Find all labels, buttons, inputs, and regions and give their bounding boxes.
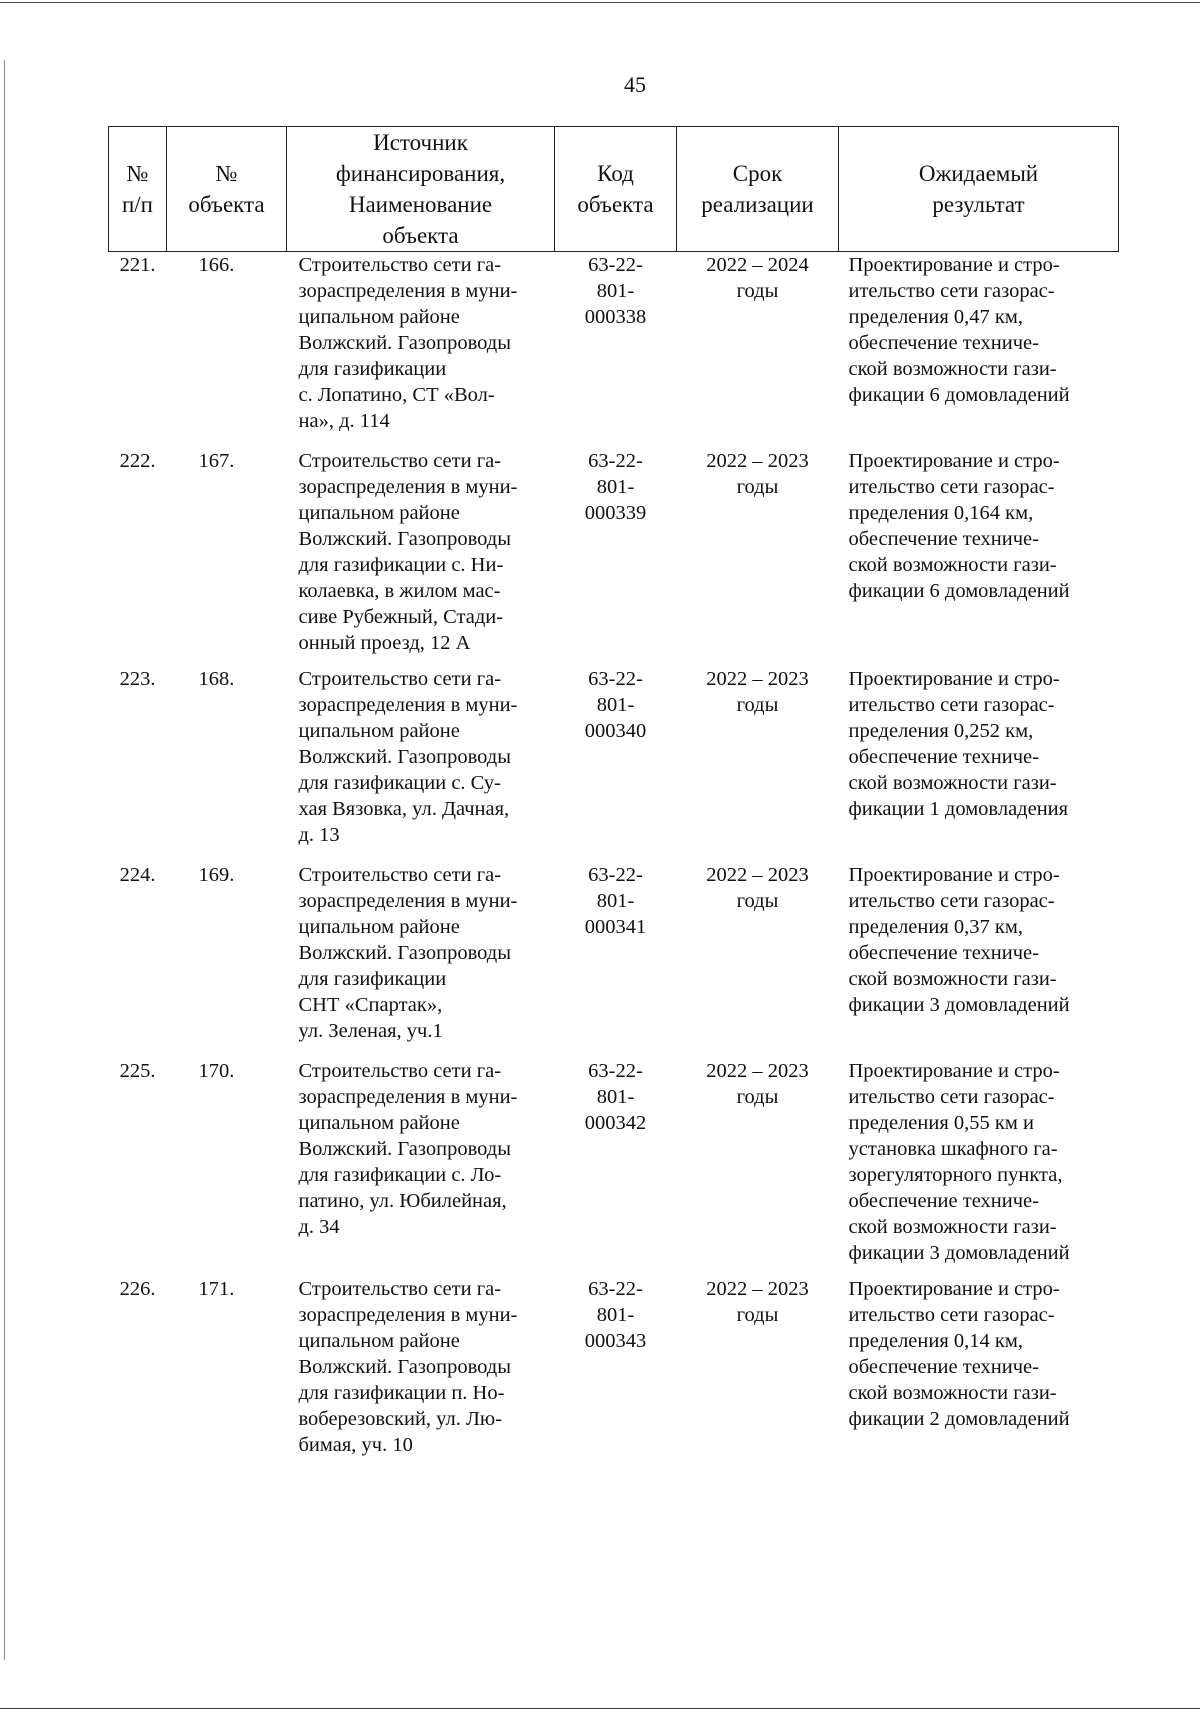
cell-object-code (555, 252, 677, 448)
cell-object-code-line: 801- (596, 693, 635, 716)
cell-funding-source (287, 666, 555, 862)
cell-expected-result-line: Проектирование и стро- (848, 254, 1060, 276)
page-left-edge (4, 60, 5, 1660)
table-row (109, 1276, 1119, 1472)
cell-funding-source-line: Волжский. Газопроводы (298, 745, 511, 768)
cell-funding-source-line: зораспределения в муни- (298, 693, 518, 716)
cell-term-line: 2022 – 2023 (706, 863, 809, 886)
cell-funding-source-line: зораспределения в муни- (298, 889, 518, 912)
cell-funding-source (287, 252, 555, 448)
cell-funding-source-line: сиве Рубежный, Стади- (298, 605, 504, 628)
cell-funding-source-line: Строительство сети га- (298, 667, 502, 690)
table-row (109, 1058, 1119, 1276)
cell-object-number: 171. (198, 1277, 235, 1300)
cell-expected-result-line: пределения 0,14 км, (848, 1329, 1023, 1352)
cell-funding-source-line: Строительство сети га- (298, 1059, 502, 1082)
cell-expected-result-line: Проектирование и стро- (848, 863, 1060, 886)
page-number: 45 (624, 72, 646, 97)
cell-funding-source (287, 862, 555, 1058)
cell-expected-result-line: ской возможности гази- (848, 553, 1057, 576)
cell-term-line: годы (736, 889, 779, 912)
cell-expected-result-line: пределения 0,252 км, (848, 719, 1034, 742)
cell-expected-result-line: фикации 2 домовладений (848, 1407, 1070, 1430)
cell-funding-source-line: зораспределения в муни- (298, 1303, 518, 1326)
cell-funding-source-line: патино, ул. Юбилейная, (298, 1189, 507, 1212)
cell-expected-result-line: обеспечение техниче- (848, 745, 1039, 768)
cell-object-code (555, 1276, 677, 1472)
cell-expected-result-line: обеспечение техниче- (848, 941, 1039, 964)
header-object-code: Код объекта (555, 127, 677, 252)
cell-expected-result-line: ительство сети газорас- (848, 475, 1055, 498)
cell-term-line: 2022 – 2023 (706, 1277, 809, 1300)
cell-term (677, 448, 839, 666)
header-object-number: № объекта (167, 127, 287, 252)
cell-expected-result-line: ительство сети газорас- (848, 1303, 1055, 1326)
cell-expected-result-line: обеспечение техниче- (848, 1189, 1039, 1212)
cell-funding-source-line: ципальном районе (298, 1111, 460, 1134)
cell-object-number: 170. (198, 1059, 235, 1082)
cell-object-code-line: 63-22- (588, 667, 643, 690)
cell-row-number: 221. (119, 254, 156, 276)
cell-funding-source-line: ципальном районе (298, 1329, 460, 1352)
cell-funding-source (287, 1276, 555, 1472)
cell-funding-source-line: Волжский. Газопроводы (298, 332, 511, 354)
header-row-number: № п/п (109, 127, 167, 252)
cell-funding-source-line: Строительство сети га- (298, 1277, 502, 1300)
cell-expected-result (839, 1276, 1119, 1472)
cell-expected-result (839, 252, 1119, 448)
cell-object-code-line: 63-22- (588, 1059, 643, 1082)
cell-funding-source-line: зораспределения в муни- (298, 475, 518, 498)
cell-object-number: 169. (198, 863, 235, 886)
table-row (109, 666, 1119, 862)
cell-expected-result-line: обеспечение техниче- (848, 332, 1039, 354)
cell-expected-result-line: ской возможности гази- (848, 967, 1057, 990)
cell-expected-result-line: установка шкафного га- (848, 1137, 1058, 1160)
cell-expected-result-line: Проектирование и стро- (848, 449, 1060, 472)
cell-funding-source-line: ципальном районе (298, 306, 460, 328)
cell-expected-result-line: пределения 0,37 км, (848, 915, 1023, 938)
cell-funding-source-line: ципальном районе (298, 501, 460, 524)
cell-funding-source-line: с. Лопатино, СТ «Вол- (298, 384, 495, 406)
cell-expected-result-line: фикации 6 домовладений (848, 579, 1070, 602)
cell-row-number: 223. (119, 667, 156, 690)
cell-funding-source-line: для газификации п. Но- (298, 1381, 505, 1404)
cell-expected-result-line: фикации 1 домовладения (848, 797, 1069, 820)
table-header-row (109, 127, 1119, 252)
header-expected-result: Ожидаемый результат (839, 127, 1119, 252)
cell-object-code-line: 63-22- (588, 449, 643, 472)
cell-expected-result-line: ской возможности гази- (848, 1381, 1057, 1404)
cell-object-code (555, 448, 677, 666)
cell-funding-source-line: для газификации с. Су- (298, 771, 501, 794)
cell-funding-source (287, 1058, 555, 1276)
cell-term (677, 1058, 839, 1276)
cell-object-code-line: 801- (596, 889, 635, 912)
cell-funding-source-line: СНТ «Спартак», (298, 993, 443, 1016)
cell-term-line: годы (736, 693, 779, 716)
cell-term-line: годы (736, 280, 779, 302)
cell-funding-source-line: воберезовский, ул. Лю- (298, 1407, 503, 1430)
cell-expected-result-line: Проектирование и стро- (848, 1059, 1060, 1082)
cell-funding-source-line: Строительство сети га- (298, 254, 502, 276)
cell-funding-source-line: на», д. 114 (298, 410, 390, 432)
cell-term (677, 1276, 839, 1472)
header-funding-source: Источник финансирования, Наименование объекта (287, 127, 555, 252)
cell-object-code-line: 000339 (584, 501, 647, 524)
cell-object-code-line: 000342 (584, 1111, 647, 1134)
cell-term-line: 2022 – 2024 (706, 254, 809, 276)
cell-funding-source-line: для газификации с. Ни- (298, 553, 504, 576)
cell-expected-result-line: пределения 0,47 км, (848, 306, 1023, 328)
cell-expected-result-line: Проектирование и стро- (848, 1277, 1060, 1300)
cell-funding-source-line: Строительство сети га- (298, 863, 502, 886)
cell-funding-source-line: хая Вязовка, ул. Дачная, (298, 797, 510, 820)
cell-row-number: 222. (119, 449, 156, 472)
cell-funding-source-line: д. 13 (298, 823, 340, 846)
cell-object-code (555, 862, 677, 1058)
cell-term-line: годы (736, 1085, 779, 1108)
cell-expected-result-line: обеспечение техниче- (848, 1355, 1039, 1378)
cell-object-code (555, 1058, 677, 1276)
cell-row-number: 226. (119, 1277, 156, 1300)
cell-object-number: 168. (198, 667, 235, 690)
cell-expected-result-line: фикации 6 домовладений (848, 384, 1070, 406)
cell-expected-result-line: обеспечение техниче- (848, 527, 1039, 550)
cell-funding-source-line: колаевка, в жилом мас- (298, 579, 501, 602)
cell-object-code-line: 801- (596, 475, 635, 498)
header-term: Срок реализации (677, 127, 839, 252)
cell-funding-source-line: для газификации (298, 358, 447, 380)
cell-object-code-line: 801- (596, 1085, 635, 1108)
table-body (109, 252, 1119, 1472)
cell-funding-source-line: зораспределения в муни- (298, 280, 518, 302)
cell-funding-source-line: ул. Зеленая, уч.1 (298, 1019, 443, 1042)
cell-funding-source-line: ципальном районе (298, 915, 460, 938)
cell-funding-source-line: для газификации (298, 967, 447, 990)
cell-object-code-line: 801- (596, 1303, 635, 1326)
cell-object-number: 167. (198, 449, 235, 472)
table-row (109, 862, 1119, 1058)
cell-expected-result (839, 448, 1119, 666)
cell-expected-result-line: ительство сети газорас- (848, 889, 1055, 912)
cell-expected-result-line: ской возможности гази- (848, 358, 1057, 380)
cell-term (677, 666, 839, 862)
cell-row-number: 224. (119, 863, 156, 886)
cell-expected-result-line: ительство сети газорас- (848, 1085, 1055, 1108)
cell-object-code-line: 63-22- (588, 1277, 643, 1300)
cell-funding-source-line: Волжский. Газопроводы (298, 527, 511, 550)
cell-object-code (555, 666, 677, 862)
cell-expected-result-line: ской возможности гази- (848, 771, 1057, 794)
cell-term-line: 2022 – 2023 (706, 449, 809, 472)
cell-term (677, 252, 839, 448)
cell-object-code-line: 000343 (584, 1329, 647, 1352)
cell-object-code-line: 000341 (584, 915, 647, 938)
gas-network-table (108, 126, 1118, 1472)
cell-funding-source-line: Волжский. Газопроводы (298, 941, 511, 964)
table-row (109, 252, 1119, 448)
cell-term-line: годы (736, 1303, 779, 1326)
cell-funding-source-line: бимая, уч. 10 (298, 1433, 413, 1456)
cell-object-code-line: 000340 (584, 719, 647, 742)
cell-funding-source-line: Строительство сети га- (298, 449, 502, 472)
cell-expected-result (839, 666, 1119, 862)
cell-term (677, 862, 839, 1058)
cell-object-code-line: 63-22- (588, 863, 643, 886)
cell-expected-result-line: ской возможности гази- (848, 1215, 1057, 1238)
table-row (109, 448, 1119, 666)
cell-funding-source-line: д. 34 (298, 1215, 340, 1238)
cell-expected-result-line: пределения 0,55 км и (848, 1111, 1034, 1134)
cell-funding-source-line: Волжский. Газопроводы (298, 1137, 511, 1160)
cell-expected-result-line: зорегуляторного пункта, (848, 1163, 1063, 1186)
cell-expected-result (839, 862, 1119, 1058)
cell-funding-source-line: онный проезд, 12 А (298, 631, 471, 654)
cell-expected-result (839, 1058, 1119, 1276)
cell-expected-result-line: ительство сети газорас- (848, 693, 1055, 716)
cell-object-code-line: 000338 (584, 306, 647, 328)
cell-funding-source-line: зораспределения в муни- (298, 1085, 518, 1108)
cell-expected-result-line: Проектирование и стро- (848, 667, 1060, 690)
cell-expected-result-line: пределения 0,164 км, (848, 501, 1034, 524)
objects-table (108, 126, 1119, 1472)
cell-object-number: 166. (198, 254, 235, 276)
cell-object-code-line: 63-22- (588, 254, 643, 276)
cell-funding-source-line: для газификации с. Ло- (298, 1163, 502, 1186)
cell-expected-result-line: фикации 3 домовладений (848, 1241, 1070, 1264)
cell-object-code-line: 801- (596, 280, 635, 302)
cell-term-line: 2022 – 2023 (706, 667, 809, 690)
page-bottom-edge (0, 1708, 1200, 1709)
cell-row-number: 225. (119, 1059, 156, 1082)
cell-term-line: годы (736, 475, 779, 498)
cell-funding-source-line: ципальном районе (298, 719, 460, 742)
page-top-edge (0, 2, 1200, 3)
cell-funding-source (287, 448, 555, 666)
cell-expected-result-line: фикации 3 домовладений (848, 993, 1070, 1016)
cell-funding-source-line: Волжский. Газопроводы (298, 1355, 511, 1378)
cell-term-line: 2022 – 2023 (706, 1059, 809, 1082)
cell-expected-result-line: ительство сети газорас- (848, 280, 1055, 302)
